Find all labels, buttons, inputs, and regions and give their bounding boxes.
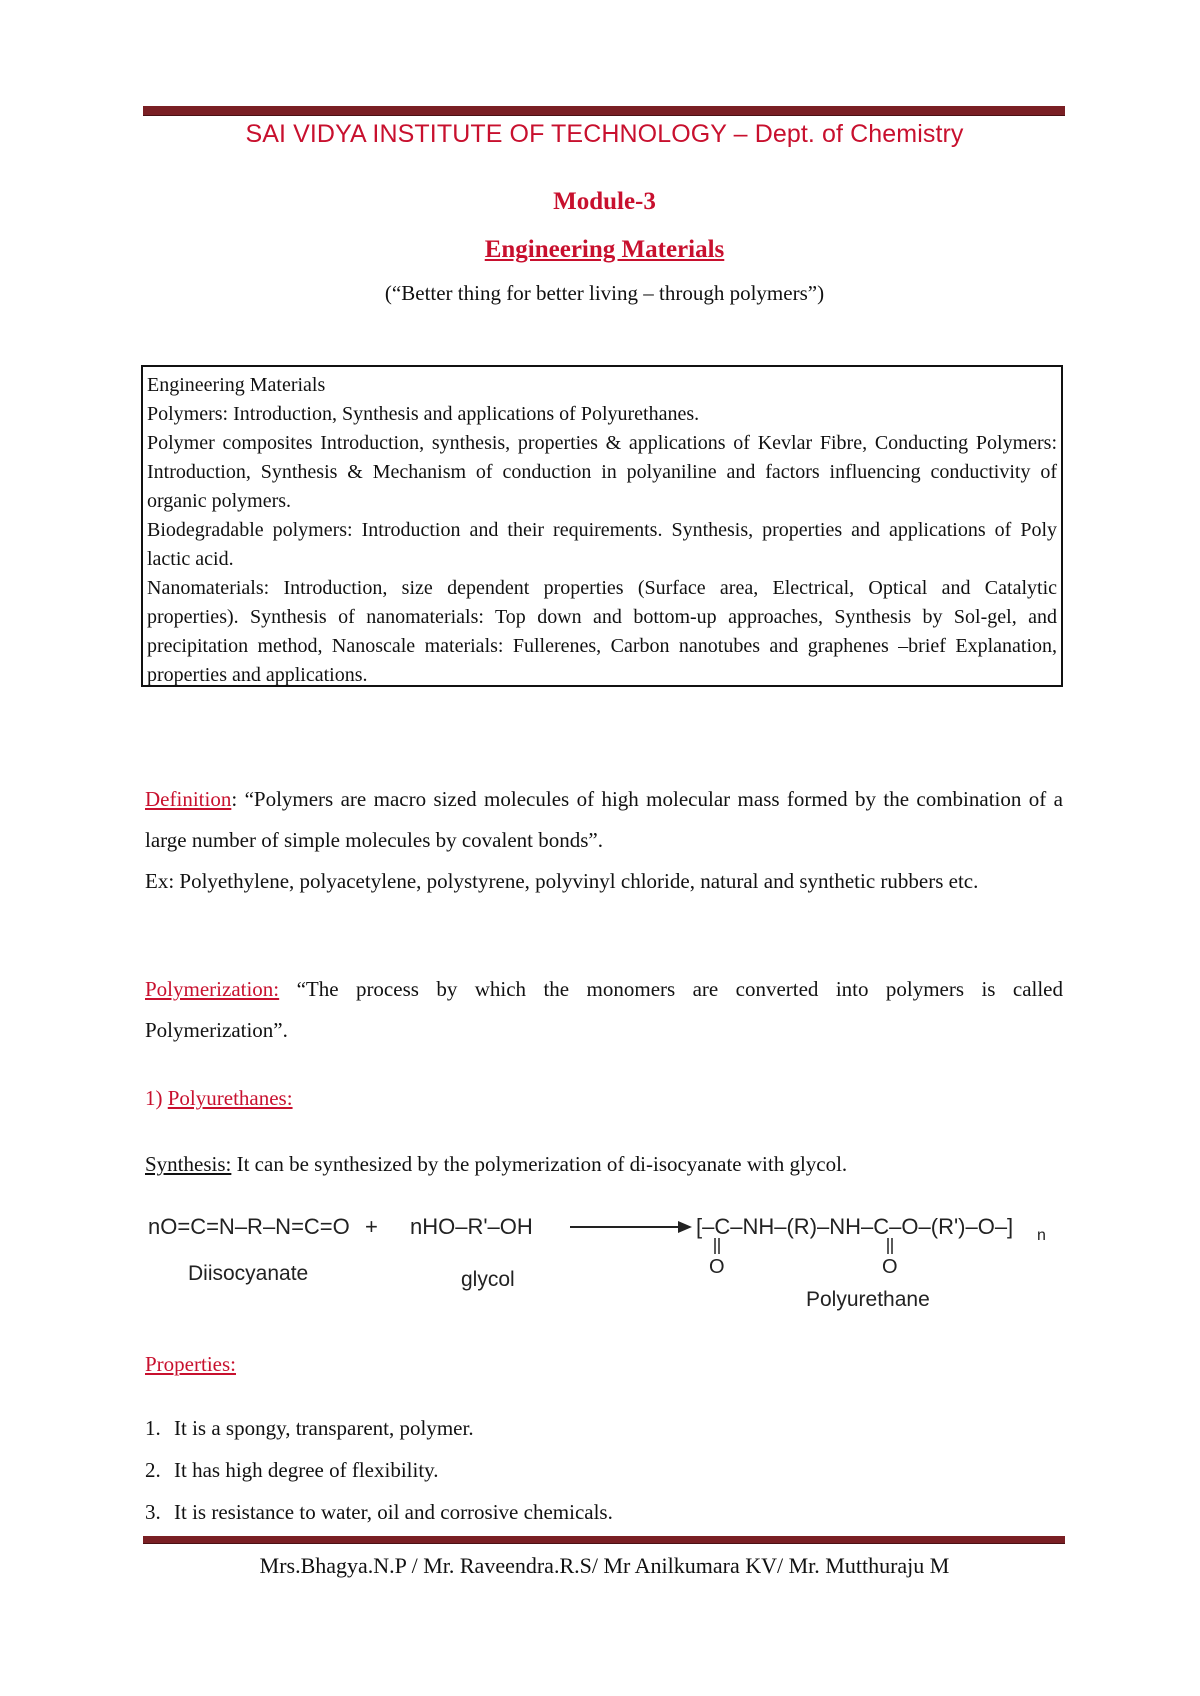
definition-text: “Polymers are macro sized molecules of high molecular mass formed by the combination of a large number of simple molecules by covalent bonds”. <box>145 787 1063 852</box>
carbonyl-bond-2 <box>888 1238 892 1254</box>
list-item-number: 1. <box>145 1416 161 1440</box>
institute-title: SAI VIDYA INSTITUTE OF TECHNOLOGY – Dept. of Chemistry <box>245 120 964 148</box>
label-glycol: glycol <box>461 1268 515 1291</box>
synthesis-label: Synthesis: <box>145 1152 232 1176</box>
polyurethane-reaction <box>140 1200 1070 1330</box>
polymerization-label: Polymerization: <box>145 977 280 1001</box>
polymerization-paragraph <box>145 969 1063 1051</box>
footer-authors: Mrs.Bhagya.N.P / Mr. Raveendra.R.S/ Mr Anilkumara KV/ Mr. Mutthuraju M <box>259 1553 950 1578</box>
list-item <box>145 1449 1063 1491</box>
reactant-diisocyanate: nO=C=N–R–N=C=O <box>148 1214 350 1239</box>
example-paragraph: Ex: Polyethylene, polyacetylene, polystyrene, polyvinyl chloride, natural and synthetic rubbers etc. <box>145 869 979 893</box>
syllabus-box <box>141 365 1063 687</box>
properties-heading <box>145 1344 1063 1385</box>
properties-label: Properties: <box>145 1352 236 1376</box>
definition-colon: : <box>231 787 238 811</box>
list-item-number: 3. <box>145 1500 161 1524</box>
synthesis-paragraph <box>145 1144 1063 1185</box>
tagline: (“Better thing for better living – through polymers”) <box>384 281 825 305</box>
carbonyl-oxygen-1: O <box>709 1256 725 1278</box>
section-heading <box>145 1078 1063 1119</box>
list-item-number: 2. <box>145 1458 161 1482</box>
label-polyurethane: Polyurethane <box>806 1288 930 1311</box>
section-title: Polyurethanes: <box>167 1086 293 1110</box>
syllabus-line: Biodegradable polymers: Introduction and their requirements. Synthesis, properties and applications of Poly lactic acid. <box>147 519 1057 570</box>
list-item-text: It has high degree of flexibility. <box>174 1458 439 1482</box>
reactant-glycol: nHO–R'–OH <box>410 1214 533 1239</box>
product-polyurethane: [–C–NH–(R)–NH–C–O–(R')–O–] <box>696 1214 1014 1239</box>
definition-label: Definition <box>145 787 232 811</box>
syllabus-line: Engineering Materials <box>147 374 326 396</box>
synthesis-text: It can be synthesized by the polymerization of di-isocyanate with glycol. <box>231 1152 848 1176</box>
list-item-text: It is resistance to water, oil and corrosive chemicals. <box>174 1500 613 1524</box>
syllabus-line: Polymers: Introduction, Synthesis and applications of Polyurethanes. <box>147 403 700 425</box>
properties-list <box>145 1407 1063 1533</box>
module-title: Module-3 <box>553 188 656 215</box>
polymerization-text: “The process by which the monomers are converted into polymers is called Polymerization”. <box>145 977 1063 1042</box>
reaction-arrow <box>570 1221 692 1233</box>
list-item <box>145 1407 1063 1449</box>
header-rule <box>143 106 1065 116</box>
carbonyl-oxygen-2: O <box>882 1256 898 1278</box>
syllabus-line: Nanomaterials: Introduction, size dependent properties (Surface area, Electrical, Optical and Catalytic properties). Synthesis of nanomaterials: Top down and bottom-up approaches, Synthesis by Sol-gel, and precipitation method, Nanoscale materials: Fullerenes, Carbon nanotubes and graphenes –brief Explanation, properties and applications. <box>147 577 1057 686</box>
list-item-text: It is a spongy, transparent, polymer. <box>174 1416 474 1440</box>
plus-sign: + <box>365 1214 378 1239</box>
definition-paragraph <box>145 779 1063 861</box>
product-subscript: n <box>1037 1227 1046 1244</box>
list-item <box>145 1491 1063 1533</box>
carbonyl-bond-1 <box>715 1238 719 1254</box>
section-number: 1) <box>145 1086 168 1110</box>
footer-rule <box>143 1536 1065 1544</box>
label-diisocyanate: Diisocyanate <box>188 1262 309 1285</box>
syllabus-line: Polymer composites Introduction, synthesis, properties & applications of Kevlar Fibre, Conducting Polymers: Introduction, Synthesis & Mechanism of conduction in polyaniline and factors influencing conductivity of organic polymers. <box>147 432 1057 512</box>
subject-title: Engineering Materials <box>484 236 725 263</box>
